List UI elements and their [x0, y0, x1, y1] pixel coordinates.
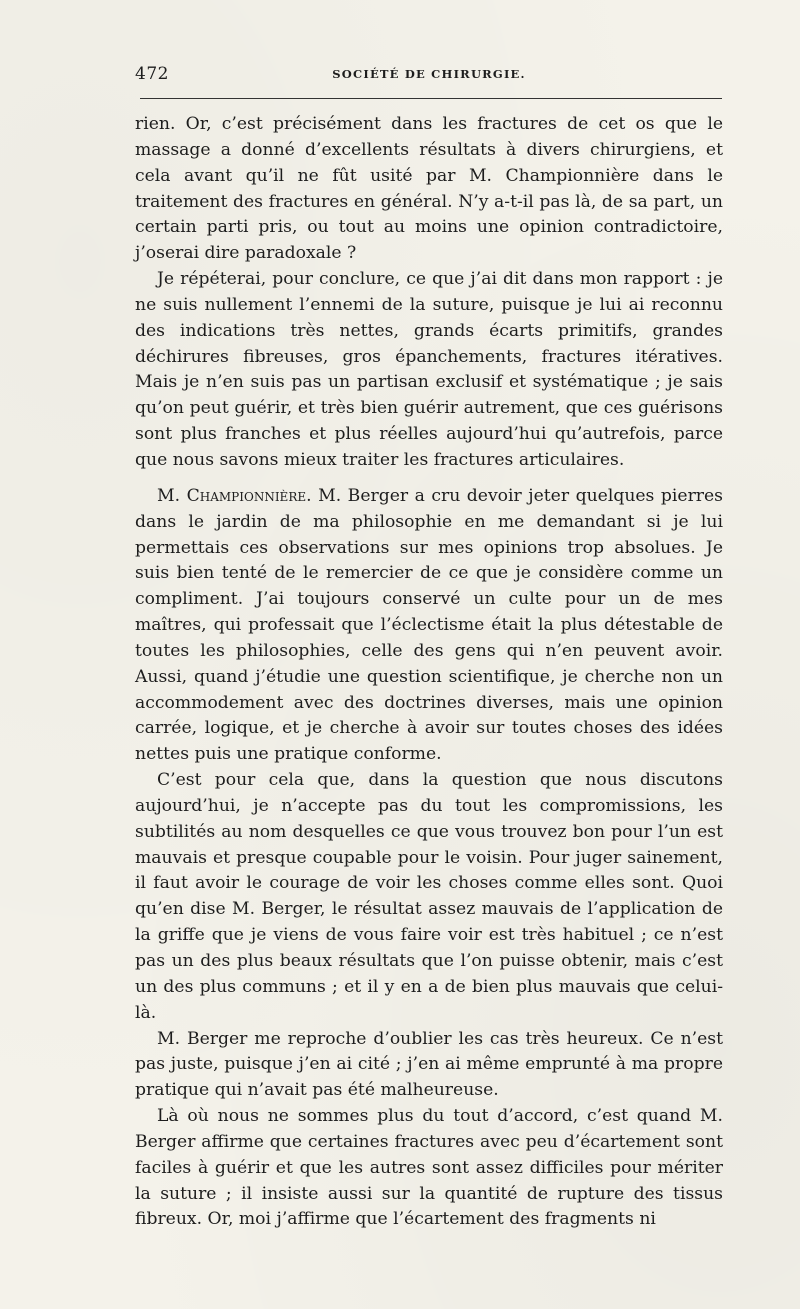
- header-rule: [140, 98, 722, 99]
- running-title: SOCIÉTÉ DE CHIRURGIE.: [332, 67, 526, 81]
- paragraph: Je répéterai, pour conclure, ce que j’ai dit dans mon rapport : je ne suis nullement l’ennemi de la suture, puisque je lui ai reconnu des indications très nettes, grands écarts primitifs, grandes déchirures fibreuses, gros épanchements, fractures itératives. Mais je n’en suis pas un partisan exclusif et systématique ; je sais qu’on peut guérir, et très bien guérir autrement, que ces guérisons sont plus franches et plus réelles aujourd’hui qu’autrefois, parce que nous savons mieux traiter les fractures articulaires.: [135, 269, 723, 470]
- speaker-prefix: M.: [157, 485, 187, 506]
- page-number: 472: [135, 64, 169, 84]
- speaker-name: Championnière: [186, 485, 307, 506]
- paragraph-speaker: [135, 484, 723, 768]
- paragraph: M. Berger me reproche d’oublier les cas très heureux. Ce n’est pas juste, puisque j’en ai cité ; j’en ai même emprunté à ma propre pratique qui n’avait pas été malheureuse.: [135, 1028, 723, 1101]
- paragraph: Là où nous ne sommes plus du tout d’accord, c’est quand M. Berger affirme que certaines fractures avec peu d’écartement sont faciles à guérir et que les autres sont assez difficiles pour mériter la suture ; il insiste aussi sur la quantité de rupture des tissus fibreux. Or, moi j’affirme que l’écartement des fragments ni: [135, 1106, 723, 1230]
- body-text: [135, 112, 723, 1233]
- paragraph: rien. Or, c’est précisément dans les fractures de cet os que le massage a donné d’excellents résultats à divers chirurgiens, et cela avant qu’il ne fût usité par M. Championnière dans le traitement des fractures en général. N’y a-t-il pas là, de sa part, un certain parti pris, ou tout au moins une opinion contradictoire, j’oserai dire paradoxale ?: [135, 114, 723, 264]
- speaker-text: . M. Berger a cru devoir jeter quelques pierres dans le jardin de ma philosophie en me demandant si je lui permettais ces observations sur mes opinions trop absolues. Je suis bien tenté de le remercier de ce que je considère comme un compliment. J’ai toujours conservé un culte pour un de mes maîtres, qui professait que l’éclectisme était la plus détestable de toutes les philosophies, celle des gens qui n’en peuvent avoir. Aussi, quand j’étudie une question scientifique, je cherche non un accommodement avec des doctrines diverses, mais une opinion carrée, logique, et je cherche à avoir sur toutes choses des idées nettes puis une pratique conforme.: [135, 485, 723, 765]
- paragraph: C’est pour cela que, dans la question que nous discutons aujourd’hui, je n’accepte pas du tout les compromissions, les subtilités au nom desquelles ce que vous trouvez bon pour l’un est mauvais et presque coupable pour le voisin. Pour juger sainement, il faut avoir le courage de voir les choses comme elles sont. Quoi qu’en dise M. Berger, le résultat assez mauvais de l’application de la griffe que je viens de vous faire voir est très habituel ; ce n’est pas un des plus beaux résultats que l’on puisse obtenir, mais c’est un des plus communs ; et il y en a de bien plus mauvais que celui-là.: [135, 770, 723, 1023]
- page-header: [135, 64, 723, 88]
